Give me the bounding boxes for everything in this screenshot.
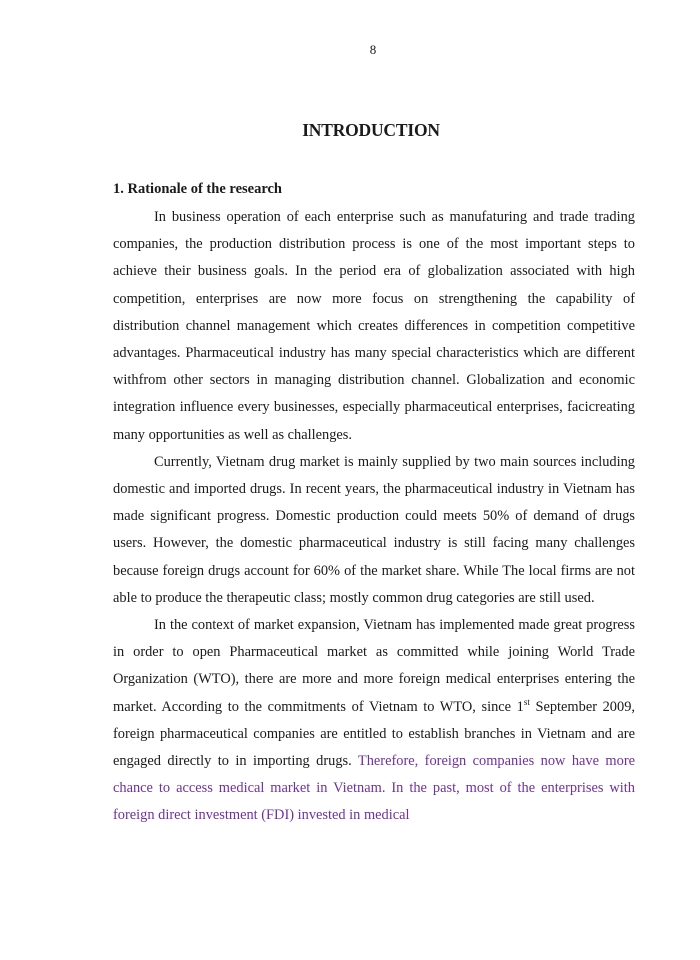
paragraph-3 <box>113 612 635 830</box>
paragraph-2: Currently, Vietnam drug market is mainly supplied by two main sources including domestic and imported drugs. In recent years, the pharmaceutical industry in Vietnam has made significant progress. Domestic production could meets 50% of demand of drugs users. However, the domestic pharmaceutical industry is still facing many challenges because foreign drugs account for 60% of the market share. While The local firms are not able to produce the therapeutic class; mostly common drug categories are still used. <box>113 453 635 606</box>
page-title: INTRODUCTION <box>302 120 440 140</box>
paragraph-3-text: In the context of market expansion, Vietnam has implemented made great progress in order to open Pharmaceutical market as committed while joining World Trade Organization (WTO), there are more and more foreign medical enterprises entering the market. According to the commitments of Vietnam to WTO, since 1 <box>113 617 635 715</box>
section-heading: 1. Rationale of the research <box>113 181 283 197</box>
ordinal-superscript: st <box>523 696 530 707</box>
paragraph-1: In business operation of each enterprise such as manufaturing and trade trading companies, the production distribution process is one of the most important steps to achieve their business goals. In the period era of globalization associated with high competition, enterprises are now more focus on strengthening the capability of distribution channel management which creates differences in competition competitive advantages. Pharmaceutical industry has many special characteristics which are different withfrom other sectors in managing distribution channel. Globalization and economic integration influence every businesses, especially pharmaceutical enterprises, facicreating many opportunities as well as challenges. <box>113 209 635 443</box>
paragraph-3-text-continued: September 2009, foreign pharmaceutical companies are entitled to establish branches in Vietnam and are engaged directly to in importing drugs. <box>113 698 635 770</box>
page-number: 8 <box>369 42 377 57</box>
body-text <box>113 204 635 830</box>
highlighted-text: Therefore, foreign companies now have more chance to access medical market in Vietnam. In the past, most of the enterprises with foreign direct investment (FDI) invested in medical <box>113 753 635 824</box>
